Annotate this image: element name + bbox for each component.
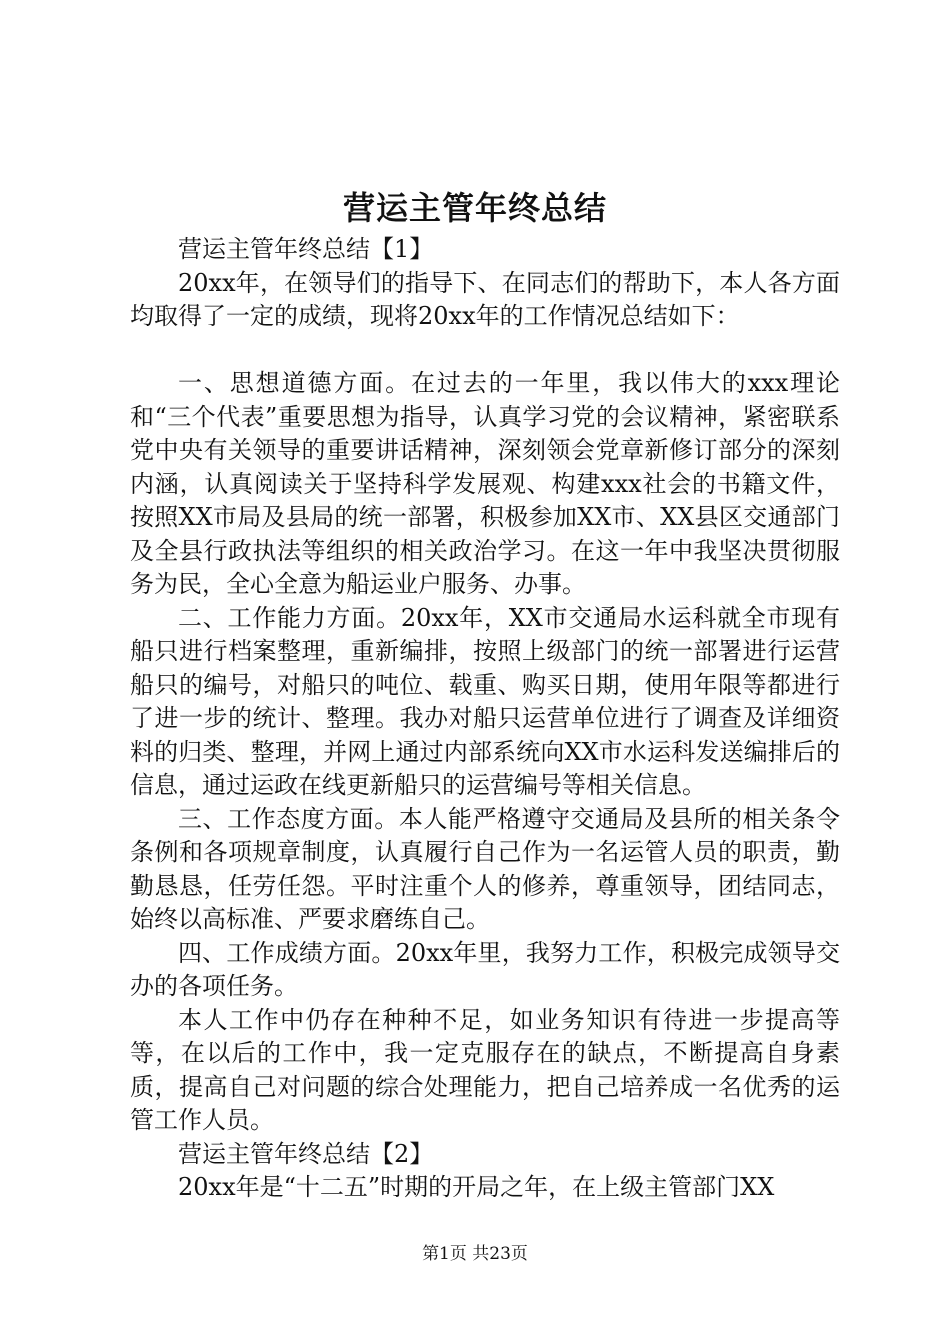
section-heading-1: 营运主管年终总结【1】: [178, 235, 434, 263]
paragraph-intro: 20xx年，在领导们的指导下、在同志们的帮助下，本人各方面均取得了一定的成绩，现将20xx年的工作情况总结如下：: [130, 268, 840, 330]
document-body: [130, 233, 840, 1205]
paragraph-section2-start: 20xx年是“十二五”时期的开局之年，在上级主管部门XX: [178, 1173, 775, 1201]
section-heading-2: 营运主管年终总结【2】: [178, 1139, 434, 1168]
page-footer: 第1页 共23页: [422, 1244, 528, 1264]
paragraph-shortcomings: 本人工作中仍存在种种不足，如业务知识有待进一步提高等等，在以后的工作中，我一定克服存在的缺点，不断提高自身素质，提高自己对问题的综合处理能力，把自己培养成一名优秀的运管工作人员。: [130, 1005, 840, 1134]
paragraph-work-ability: 二、工作能力方面。20xx年，XX市交通局水运科就全市现有船只进行档案整理，重新编排，按照上级部门的统一部署进行运营船只的编号，对船只的吨位、载重、购买日期，使用年限等都进行了进一步的统计、整理。我办对船只运营单位进行了调查及详细资料的归类、整理，并网上通过内部系统向XX市水运科发送编排后的信息，通过运政在线更新船只的运营编号等相关信息。: [130, 603, 840, 799]
document-title: 营运主管年终总结: [342, 189, 607, 227]
paragraph-achievements: 四、工作成绩方面。20xx年里，我努力工作，积极完成领导交办的各项任务。: [130, 938, 840, 1000]
paragraph-work-attitude: 三、工作态度方面。本人能严格遵守交通局及县所的相关条令条例和各项规章制度，认真履行自己作为一名运管人员的职责，勤勤恳恳，任劳任怨。平时注重个人的修养，尊重领导，团结同志，始终以高标准、严要求磨练自己。: [130, 804, 840, 933]
paragraph-ideology: 一、思想道德方面。在过去的一年里，我以伟大的xxx理论和“三个代表”重要思想为指导，认真学习党的会议精神，紧密联系党中央有关领导的重要讲话精神，深刻领会党章新修订部分的深刻内涵，认真阅读关于坚持科学发展观、构建xxx社会的书籍文件，按照XX市局及县局的统一部署，积极参加XX市、XX县区交通部门及全县行政执法等组织的相关政治学习。在这一年中我坚决贯彻服务为民，全心全意为船运业户服务、办事。: [130, 369, 840, 598]
